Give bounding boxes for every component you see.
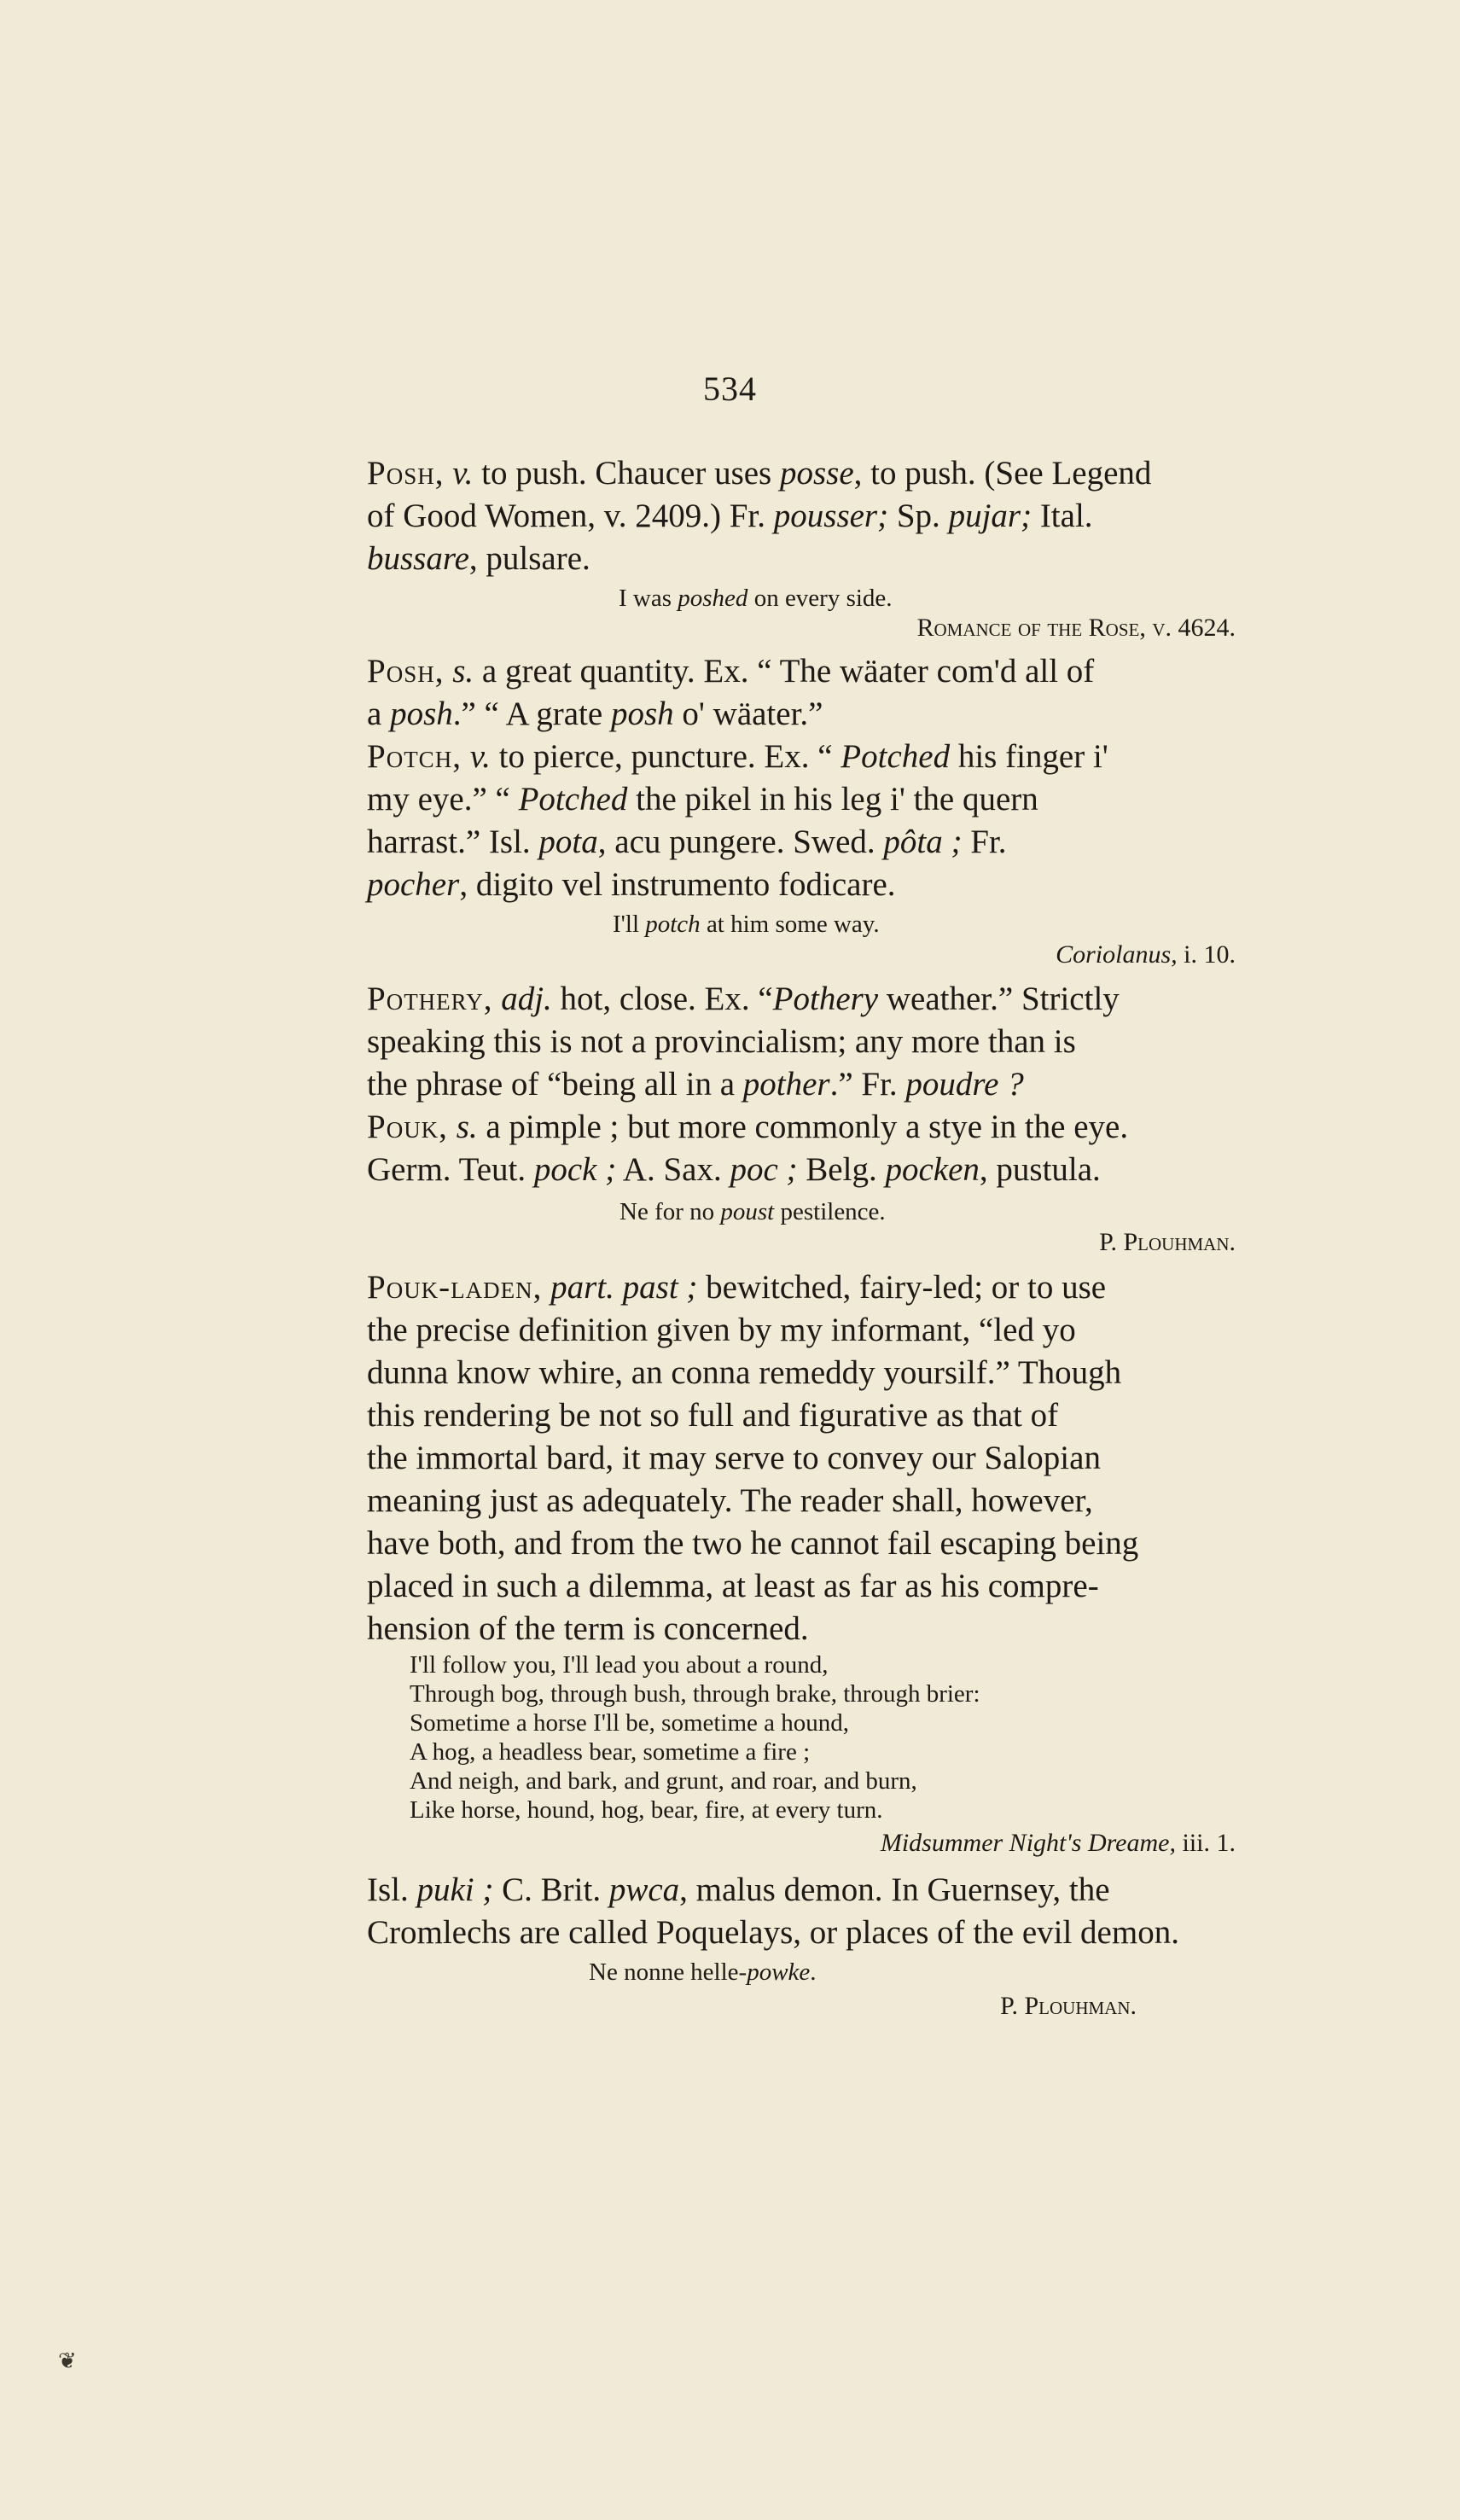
- headword: Pothery,: [367, 981, 493, 1017]
- text-run: Germ. Teut.: [367, 1151, 534, 1188]
- text-run: iii. 1.: [1175, 1829, 1236, 1857]
- entry-line: [367, 693, 1259, 736]
- part-of-speech: v.: [444, 455, 474, 492]
- text-run: o' wäater.”: [673, 695, 823, 732]
- text-run: on every side.: [747, 585, 893, 612]
- italic-word: posh: [390, 695, 453, 732]
- entry-line: Cromlechs are called Poquelays, or places of the evil demon.: [367, 1914, 1179, 1951]
- entry-line: [367, 452, 1259, 495]
- verse-line: Sometime a horse I'll be, sometime a hound,: [410, 1709, 850, 1737]
- quotation-source: P. Plouhman.: [1099, 1228, 1236, 1256]
- text-run: A. Sax.: [616, 1151, 730, 1188]
- text-run: my eye.” “: [367, 781, 519, 818]
- text-run: .: [810, 1958, 817, 1986]
- verse-line: Through bog, through bush, through brake, through brier:: [410, 1680, 980, 1708]
- text-run: Isl.: [367, 1871, 417, 1908]
- text-run: Sp.: [888, 498, 949, 534]
- text-run: the phrase of “being all in a: [367, 1066, 743, 1103]
- verse-line: And neigh, and bark, and grunt, and roar, and burn,: [410, 1767, 917, 1795]
- italic-word: poudre ?: [905, 1066, 1024, 1103]
- text-run: Ne for no: [619, 1198, 721, 1225]
- text-run: a: [367, 695, 391, 732]
- text-run: I'll: [613, 911, 646, 938]
- verse-quotation: [410, 1650, 980, 1825]
- italic-word: potch: [645, 911, 701, 938]
- entry-line: [367, 821, 1259, 864]
- text-run: a great quantity. Ex. “ The wäater com'd all of: [474, 653, 1095, 690]
- headword: Posh,: [367, 455, 445, 492]
- text-run: Fr.: [962, 824, 1007, 860]
- italic-word: Potched: [841, 738, 951, 775]
- quotation: [589, 1958, 817, 1987]
- entry-line: [367, 1266, 1259, 1309]
- text-run: of Good Women, v. 2409.) Fr.: [367, 498, 774, 534]
- text-run: .” “ A grate: [452, 695, 611, 732]
- italic-word: poc ;: [730, 1151, 798, 1188]
- italic-word: poshed: [678, 585, 748, 612]
- entry-line: [367, 495, 1259, 538]
- part-of-speech: s.: [444, 653, 474, 690]
- text-run: Belg.: [797, 1151, 886, 1188]
- text-run: a pimple ; but more commonly a stye in the eye.: [477, 1109, 1129, 1145]
- headword: Potch,: [367, 738, 462, 775]
- verse-line: Like horse, hound, hog, bear, fire, at every turn.: [410, 1796, 883, 1824]
- text-run: bewitched, fairy-led; or to use: [697, 1269, 1107, 1306]
- text-run: the pikel in his leg i' the quern: [627, 781, 1038, 818]
- margin-mark: ❦: [58, 2348, 77, 2373]
- text-run: his finger i': [950, 738, 1108, 775]
- quotation: [619, 1197, 886, 1226]
- italic-word: pôta ;: [883, 824, 963, 860]
- italic-word: bussare: [367, 540, 469, 577]
- entry-line: the precise definition given by my informant, “led yo: [367, 1312, 1076, 1348]
- part-of-speech: adj.: [492, 981, 552, 1017]
- entry-line: have both, and from the two he cannot fail escaping being: [367, 1525, 1139, 1562]
- italic-word: pocken: [885, 1151, 980, 1188]
- text-run: at him some way.: [700, 911, 880, 938]
- entry-line: [367, 778, 1259, 821]
- dictionary-entry-pouk-laden: [367, 1266, 1259, 1650]
- entry-line: [367, 978, 1259, 1021]
- italic-word: pota: [538, 824, 598, 860]
- dictionary-entry-posh-verb: [367, 452, 1259, 580]
- text-run: , digito vel instrumento fodicare.: [459, 866, 896, 903]
- italic-word: pujar;: [948, 498, 1032, 534]
- entry-line: the immortal bard, it may serve to convey our Salopian: [367, 1440, 1101, 1476]
- quotation-source: [905, 940, 1236, 970]
- headword: Pouk-laden,: [367, 1269, 543, 1306]
- italic-word: pocher: [367, 866, 460, 903]
- entry-line: [367, 736, 1259, 778]
- italic-word: Coriolanus,: [1056, 940, 1178, 969]
- dictionary-entry-posh-noun: [367, 650, 1259, 736]
- text-run: C. Brit.: [493, 1871, 609, 1908]
- quotation: [619, 584, 893, 613]
- quotation-source: [708, 1828, 1236, 1859]
- entry-line: [367, 1149, 1259, 1191]
- text-run: harrast.” Isl.: [367, 824, 539, 860]
- verse-line: I'll follow you, I'll lead you about a round,: [410, 1651, 829, 1679]
- quotation: [613, 910, 880, 939]
- text-run: i. 10.: [1177, 940, 1236, 969]
- entry-line: [367, 1063, 1259, 1106]
- entry-line: [367, 1869, 1259, 1912]
- text-run: , pulsare.: [468, 540, 590, 577]
- entry-line: [367, 864, 1259, 906]
- text-run: , to push. (See Legend: [853, 455, 1152, 492]
- italic-word: Potched: [518, 781, 628, 818]
- italic-word: posse: [779, 455, 854, 492]
- italic-word: pousser;: [773, 498, 889, 534]
- quotation-source: P. Plouhman.: [1000, 1992, 1137, 2020]
- entry-line: [367, 538, 1259, 580]
- text-run: weather.” Strictly: [878, 981, 1120, 1017]
- italic-word: powke: [747, 1958, 811, 1986]
- page-number: 534: [703, 370, 757, 408]
- entry-line: [367, 650, 1259, 693]
- entry-line: [367, 1106, 1259, 1149]
- italic-word: puki ;: [416, 1871, 494, 1908]
- italic-word: pock ;: [533, 1151, 617, 1188]
- text-run: hot, close. Ex. “: [551, 981, 773, 1017]
- text-run: I was: [619, 585, 678, 612]
- entry-line: dunna know whire, an conna remeddy yoursilf.” Though: [367, 1354, 1122, 1391]
- italic-word: Midsummer Night's Dreame,: [880, 1829, 1176, 1857]
- headword: Posh,: [367, 653, 445, 690]
- italic-word: pother: [742, 1066, 830, 1103]
- text-run: , acu pungere. Swed.: [597, 824, 884, 860]
- verse-line: A hog, a headless bear, sometime a fire ;: [410, 1738, 811, 1766]
- entry-line: placed in such a dilemma, at least as far as his compre-: [367, 1568, 1099, 1604]
- text-run: pestilence.: [774, 1198, 886, 1225]
- entry-line: hension of the term is concerned.: [367, 1610, 809, 1647]
- dictionary-entry-pothery: [367, 978, 1259, 1106]
- part-of-speech: part. past ;: [542, 1269, 698, 1306]
- text-run: Ital.: [1032, 498, 1093, 534]
- dictionary-entry-pouk: [367, 1106, 1259, 1191]
- italic-word: pwca: [608, 1871, 680, 1908]
- part-of-speech: s.: [447, 1109, 478, 1145]
- text-run: , pustula.: [979, 1151, 1101, 1188]
- dictionary-entry-potch: [367, 736, 1259, 906]
- text-run: Ne nonne helle-: [589, 1958, 747, 1986]
- text-run: .” Fr.: [829, 1066, 906, 1103]
- part-of-speech: v.: [461, 738, 491, 775]
- text-run: , malus demon. In Guernsey, the: [679, 1871, 1110, 1908]
- entry-line: speaking this is not a provincialism; any more than is: [367, 1023, 1076, 1060]
- italic-word: posh: [610, 695, 674, 732]
- entry-line: this rendering be not so full and figurative as that of: [367, 1397, 1059, 1434]
- entry-continuation: [367, 1869, 1259, 1954]
- quotation-source: Romance of the Rose, v. 4624.: [916, 614, 1236, 642]
- italic-word: poust: [720, 1198, 775, 1225]
- entry-line: meaning just as adequately. The reader shall, however,: [367, 1482, 1093, 1519]
- italic-word: Pothery: [772, 981, 879, 1017]
- text-run: to pierce, puncture. Ex. “: [490, 738, 841, 775]
- text-run: to push. Chaucer uses: [473, 455, 780, 492]
- headword: Pouk,: [367, 1109, 448, 1145]
